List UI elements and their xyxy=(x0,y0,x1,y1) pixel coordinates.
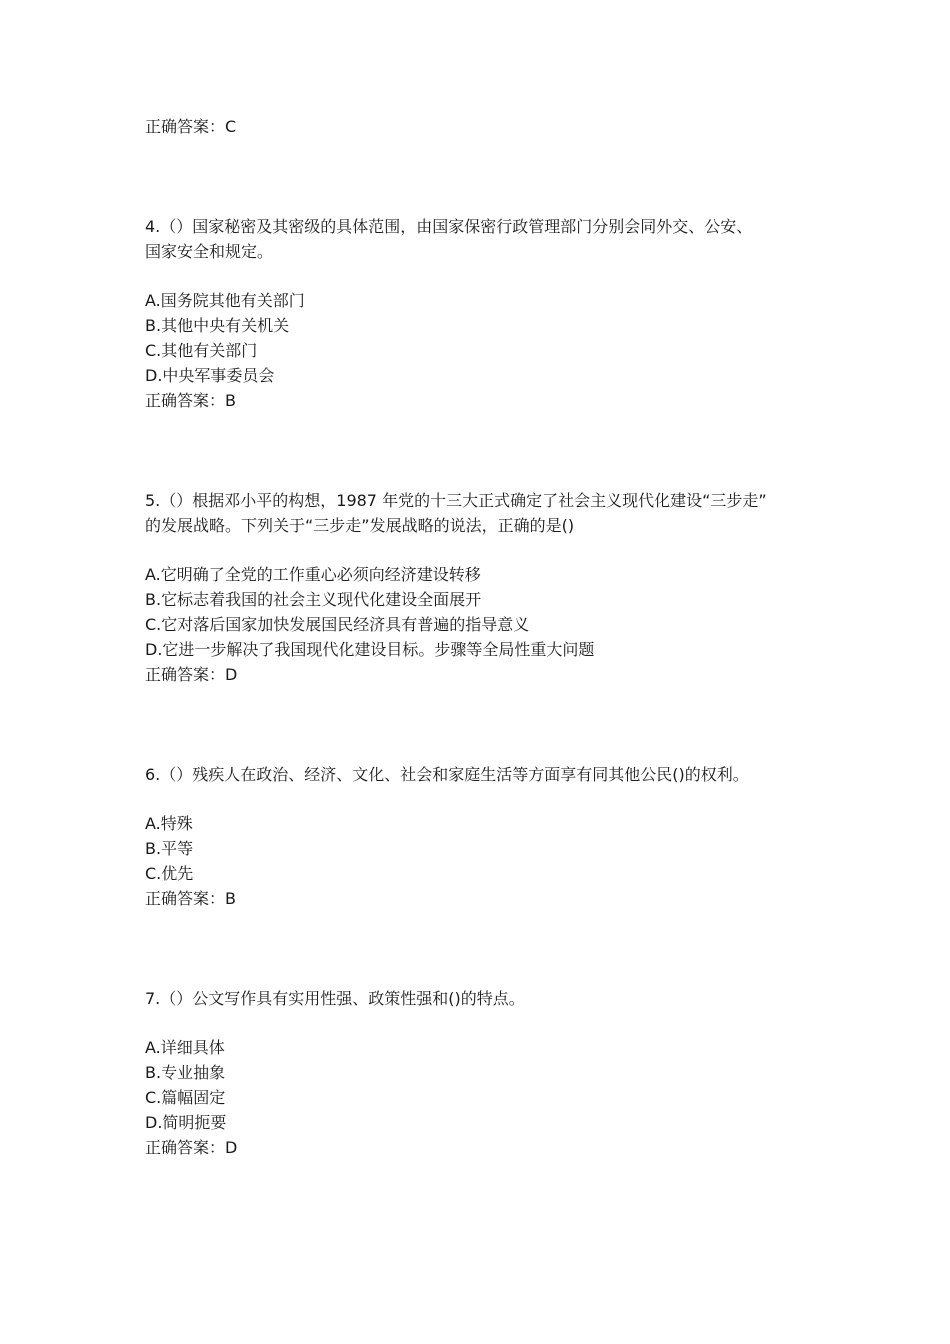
q6-option-c: C.优先 xyxy=(145,864,194,883)
q7-option-d: D.简明扼要 xyxy=(145,1113,227,1132)
q6-answer: 正确答案：B xyxy=(145,889,236,908)
q5-stem-line1: 5.（）根据邓小平的构想，1987 年党的十三大正式确定了社会主义现代化建设“三步走” xyxy=(145,491,767,510)
q6-option-b: B.平等 xyxy=(145,839,194,858)
q5-option-a: A.它明确了全党的工作重心必须向经济建设转移 xyxy=(145,565,481,584)
q5-answer: 正确答案：D xyxy=(145,665,238,684)
q7-option-b: B.专业抽象 xyxy=(145,1063,226,1082)
q4-option-d: D.中央军事委员会 xyxy=(145,366,275,385)
q7-stem-line1: 7.（）公文写作具有实用性强、政策性强和()的特点。 xyxy=(145,989,525,1008)
q5-option-b: B.它标志着我国的社会主义现代化建设全面展开 xyxy=(145,590,482,609)
q4-option-a: A.国务院其他有关部门 xyxy=(145,291,305,310)
q5-option-c: C.它对落后国家加快发展国民经济具有普遍的指导意义 xyxy=(145,615,530,634)
q4-option-b: B.其他中央有关机关 xyxy=(145,316,290,335)
q4-option-c: C.其他有关部门 xyxy=(145,341,258,360)
q7-answer: 正确答案：D xyxy=(145,1138,238,1157)
q4-answer: 正确答案：B xyxy=(145,391,236,410)
q5-option-d: D.它进一步解决了我国现代化建设目标。步骤等全局性重大问题 xyxy=(145,640,595,659)
q7-option-c: C.篇幅固定 xyxy=(145,1088,226,1107)
q6-option-a: A.特殊 xyxy=(145,814,193,833)
q4-stem-line2: 国家安全和规定。 xyxy=(145,242,274,261)
q3-answer: 正确答案：C xyxy=(145,117,237,136)
q7-option-a: A.详细具体 xyxy=(145,1038,225,1057)
q6-stem-line1: 6.（）残疾人在政治、经济、文化、社会和家庭生活等方面享有同其他公民()的权利。 xyxy=(145,765,749,784)
q5-stem-line2: 的发展战略。下列关于“三步走”发展战略的说法，正确的是() xyxy=(145,516,575,535)
q4-stem-line1: 4.（）国家秘密及其密级的具体范围，由国家保密行政管理部门分别会同外交、公安、 xyxy=(145,217,753,236)
